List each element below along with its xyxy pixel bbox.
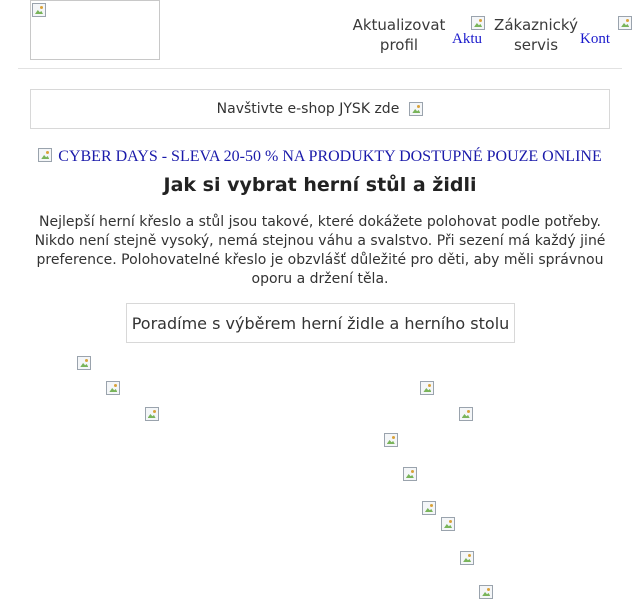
service-image-alt-text[interactable]: Kont	[580, 31, 610, 47]
page-title: Jak si vybrat herní stůl a židli	[163, 174, 477, 196]
broken-image-icon[interactable]	[460, 551, 474, 565]
header-divider	[18, 68, 622, 69]
broken-image-icon[interactable]	[403, 467, 417, 481]
service-broken-image-icon[interactable]	[618, 16, 632, 30]
promo-link[interactable]	[0, 148, 640, 166]
update-profile-label-line1: Aktualizovat	[352, 16, 446, 34]
broken-image-icon[interactable]	[420, 381, 434, 395]
broken-image-icon[interactable]	[441, 517, 455, 531]
update-profile-label-line2: profil	[379, 36, 419, 54]
broken-image-icon[interactable]	[145, 407, 159, 421]
customer-service-link[interactable]	[492, 15, 580, 55]
eshop-banner[interactable]	[30, 89, 610, 129]
profile-broken-image-icon[interactable]	[471, 16, 485, 30]
broken-image-icon	[409, 102, 423, 116]
customer-service-label-line2: servis	[513, 36, 559, 54]
advice-button[interactable]: Poradíme s výběrem herní židle a herního stolu	[126, 303, 515, 343]
profile-image-alt-text[interactable]: Aktu	[452, 31, 482, 47]
intro-paragraph: Nejlepší herní křeslo a stůl jsou takové, které dokážete polohovat podle potřeby. Nikdo není stejně vysoký, nemá stejnou váhu a svalstvo. Při sezení má každý jiné preference. Polohovatelné křeslo je obzvlášť důležité pro děti, aby měli správnou oporu a držení těla.	[34, 214, 606, 287]
promo-text: CYBER DAYS - SLEVA 20-50 % NA PRODUKTY DOSTUPNÉ POUZE ONLINE	[58, 148, 602, 165]
broken-image-icon[interactable]	[459, 407, 473, 421]
customer-service-label-line1: Zákaznický	[494, 16, 578, 34]
update-profile-link[interactable]	[352, 15, 446, 55]
logo-placeholder[interactable]	[30, 0, 160, 60]
broken-image-icon	[77, 356, 91, 370]
broken-image-icon	[32, 3, 46, 17]
broken-image-icon[interactable]	[422, 501, 436, 515]
broken-image-icon[interactable]	[384, 433, 398, 447]
broken-image-icon	[38, 148, 52, 162]
broken-image-icon[interactable]	[479, 585, 493, 599]
eshop-banner-text: Navštivte e-shop JYSK zde	[216, 101, 400, 117]
broken-image-icon[interactable]	[106, 381, 120, 395]
